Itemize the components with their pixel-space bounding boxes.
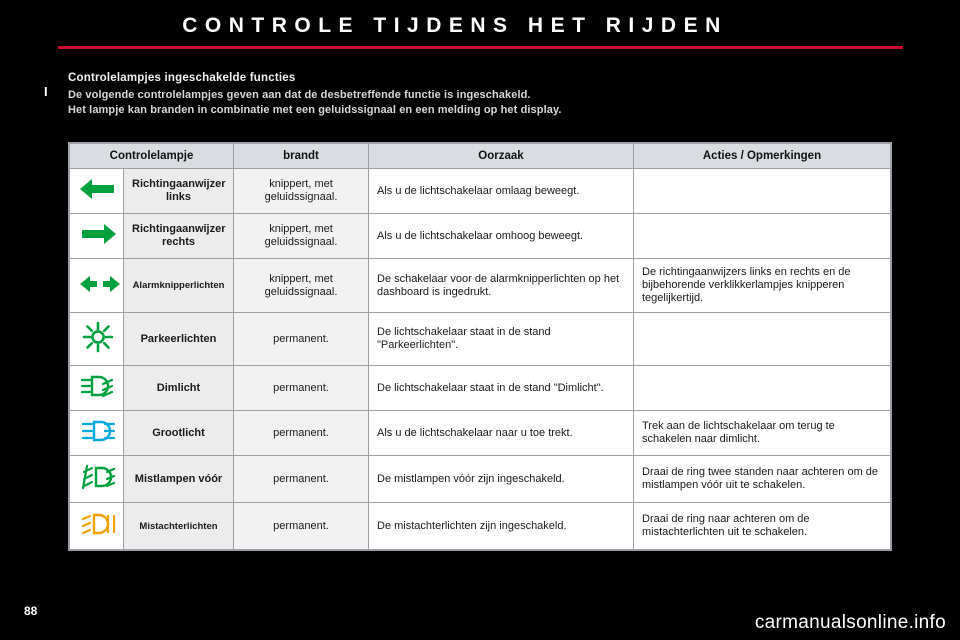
intro-line-2: Het lampje kan branden in combinatie met een geluidssignaal en een melding op het display. xyxy=(68,104,562,116)
column-header-cause: Oorzaak xyxy=(369,144,634,169)
indicator-cause: De mistachterlichten zijn ingeschakeld. xyxy=(369,503,634,550)
indicator-cause: Als u de lichtschakelaar omlaag beweegt. xyxy=(369,169,634,214)
title-underline xyxy=(58,46,903,49)
indicator-burns: knippert, met geluidssignaal. xyxy=(234,169,369,214)
indicator-action xyxy=(634,313,891,366)
turn-signal-right-icon xyxy=(70,214,124,259)
parking-lights-icon xyxy=(70,313,124,366)
indicator-cause: De schakelaar voor de alarmknipperlichten op het dashboard is ingedrukt. xyxy=(369,259,634,313)
indicator-burns: permanent. xyxy=(234,411,369,456)
indicator-action: Draai de ring naar achteren om de mistachterlichten uit te schakelen. xyxy=(634,503,891,550)
indicator-burns: knippert, met geluidssignaal. xyxy=(234,214,369,259)
table-row xyxy=(70,366,891,411)
table-row xyxy=(70,456,891,503)
low-beam-icon xyxy=(70,366,124,411)
intro-block xyxy=(68,72,888,118)
table-row xyxy=(70,313,891,366)
table-row xyxy=(70,169,891,214)
indicator-burns: permanent. xyxy=(234,456,369,503)
page-title: CONTROLE TIJDENS HET RIJDEN xyxy=(182,14,728,37)
intro-heading: Controlelampjes ingeschakelde functies xyxy=(68,72,296,84)
hazard-warning-icon xyxy=(70,259,124,313)
indicator-name: Alarmknipperlichten xyxy=(124,259,234,313)
indicator-burns: permanent. xyxy=(234,366,369,411)
table-row xyxy=(70,259,891,313)
indicator-burns: knippert, met geluidssignaal. xyxy=(234,259,369,313)
table-row xyxy=(70,214,891,259)
indicator-action xyxy=(634,169,891,214)
indicator-name: Richtingaanwijzer rechts xyxy=(124,214,234,259)
column-header-burns: brandt xyxy=(234,144,369,169)
indicator-cause: De mistlampen vóór zijn ingeschakeld. xyxy=(369,456,634,503)
indicator-action: Draai de ring twee standen naar achteren om de mistlampen vóór uit te schakelen. xyxy=(634,456,891,503)
turn-signal-left-icon xyxy=(70,169,124,214)
indicator-name: Mistlampen vóór xyxy=(124,456,234,503)
indicator-name: Grootlicht xyxy=(124,411,234,456)
indicator-cause: De lichtschakelaar staat in de stand "Parkeerlichten". xyxy=(369,313,634,366)
indicator-name: Richtingaanwijzer links xyxy=(124,169,234,214)
indicator-lights-table-wrapper xyxy=(68,142,892,551)
high-beam-icon xyxy=(70,411,124,456)
intro-line-1: De volgende controlelampjes geven aan dat de desbetreffende functie is ingeschakeld. xyxy=(68,89,531,101)
chapter-marker: I xyxy=(44,84,48,99)
indicator-name: Mistachterlichten xyxy=(124,503,234,550)
indicator-action: Trek aan de lichtschakelaar om terug te schakelen naar dimlicht. xyxy=(634,411,891,456)
front-fog-lamp-icon xyxy=(70,456,124,503)
indicator-name: Dimlicht xyxy=(124,366,234,411)
indicator-action: De richtingaanwijzers links en rechts en de bijbehorende verklikkerlampjes knipperen tegelijkertijd. xyxy=(634,259,891,313)
column-header-indicator: Controlelampje xyxy=(70,144,234,169)
indicator-action xyxy=(634,214,891,259)
indicator-name: Parkeerlichten xyxy=(124,313,234,366)
indicator-burns: permanent. xyxy=(234,503,369,550)
indicator-cause: Als u de lichtschakelaar omhoog beweegt. xyxy=(369,214,634,259)
indicator-cause: De lichtschakelaar staat in de stand "Dimlicht". xyxy=(369,366,634,411)
page-number: 88 xyxy=(24,604,38,618)
indicator-burns: permanent. xyxy=(234,313,369,366)
table-row xyxy=(70,411,891,456)
column-header-actions: Acties / Opmerkingen xyxy=(634,144,891,169)
indicator-action xyxy=(634,366,891,411)
table-header-row xyxy=(70,144,891,169)
rear-fog-lamp-icon xyxy=(70,503,124,550)
watermark: carmanualsonline.info xyxy=(754,612,946,633)
indicator-cause: Als u de lichtschakelaar naar u toe trekt. xyxy=(369,411,634,456)
table-row xyxy=(70,503,891,550)
indicator-lights-table xyxy=(69,143,891,550)
